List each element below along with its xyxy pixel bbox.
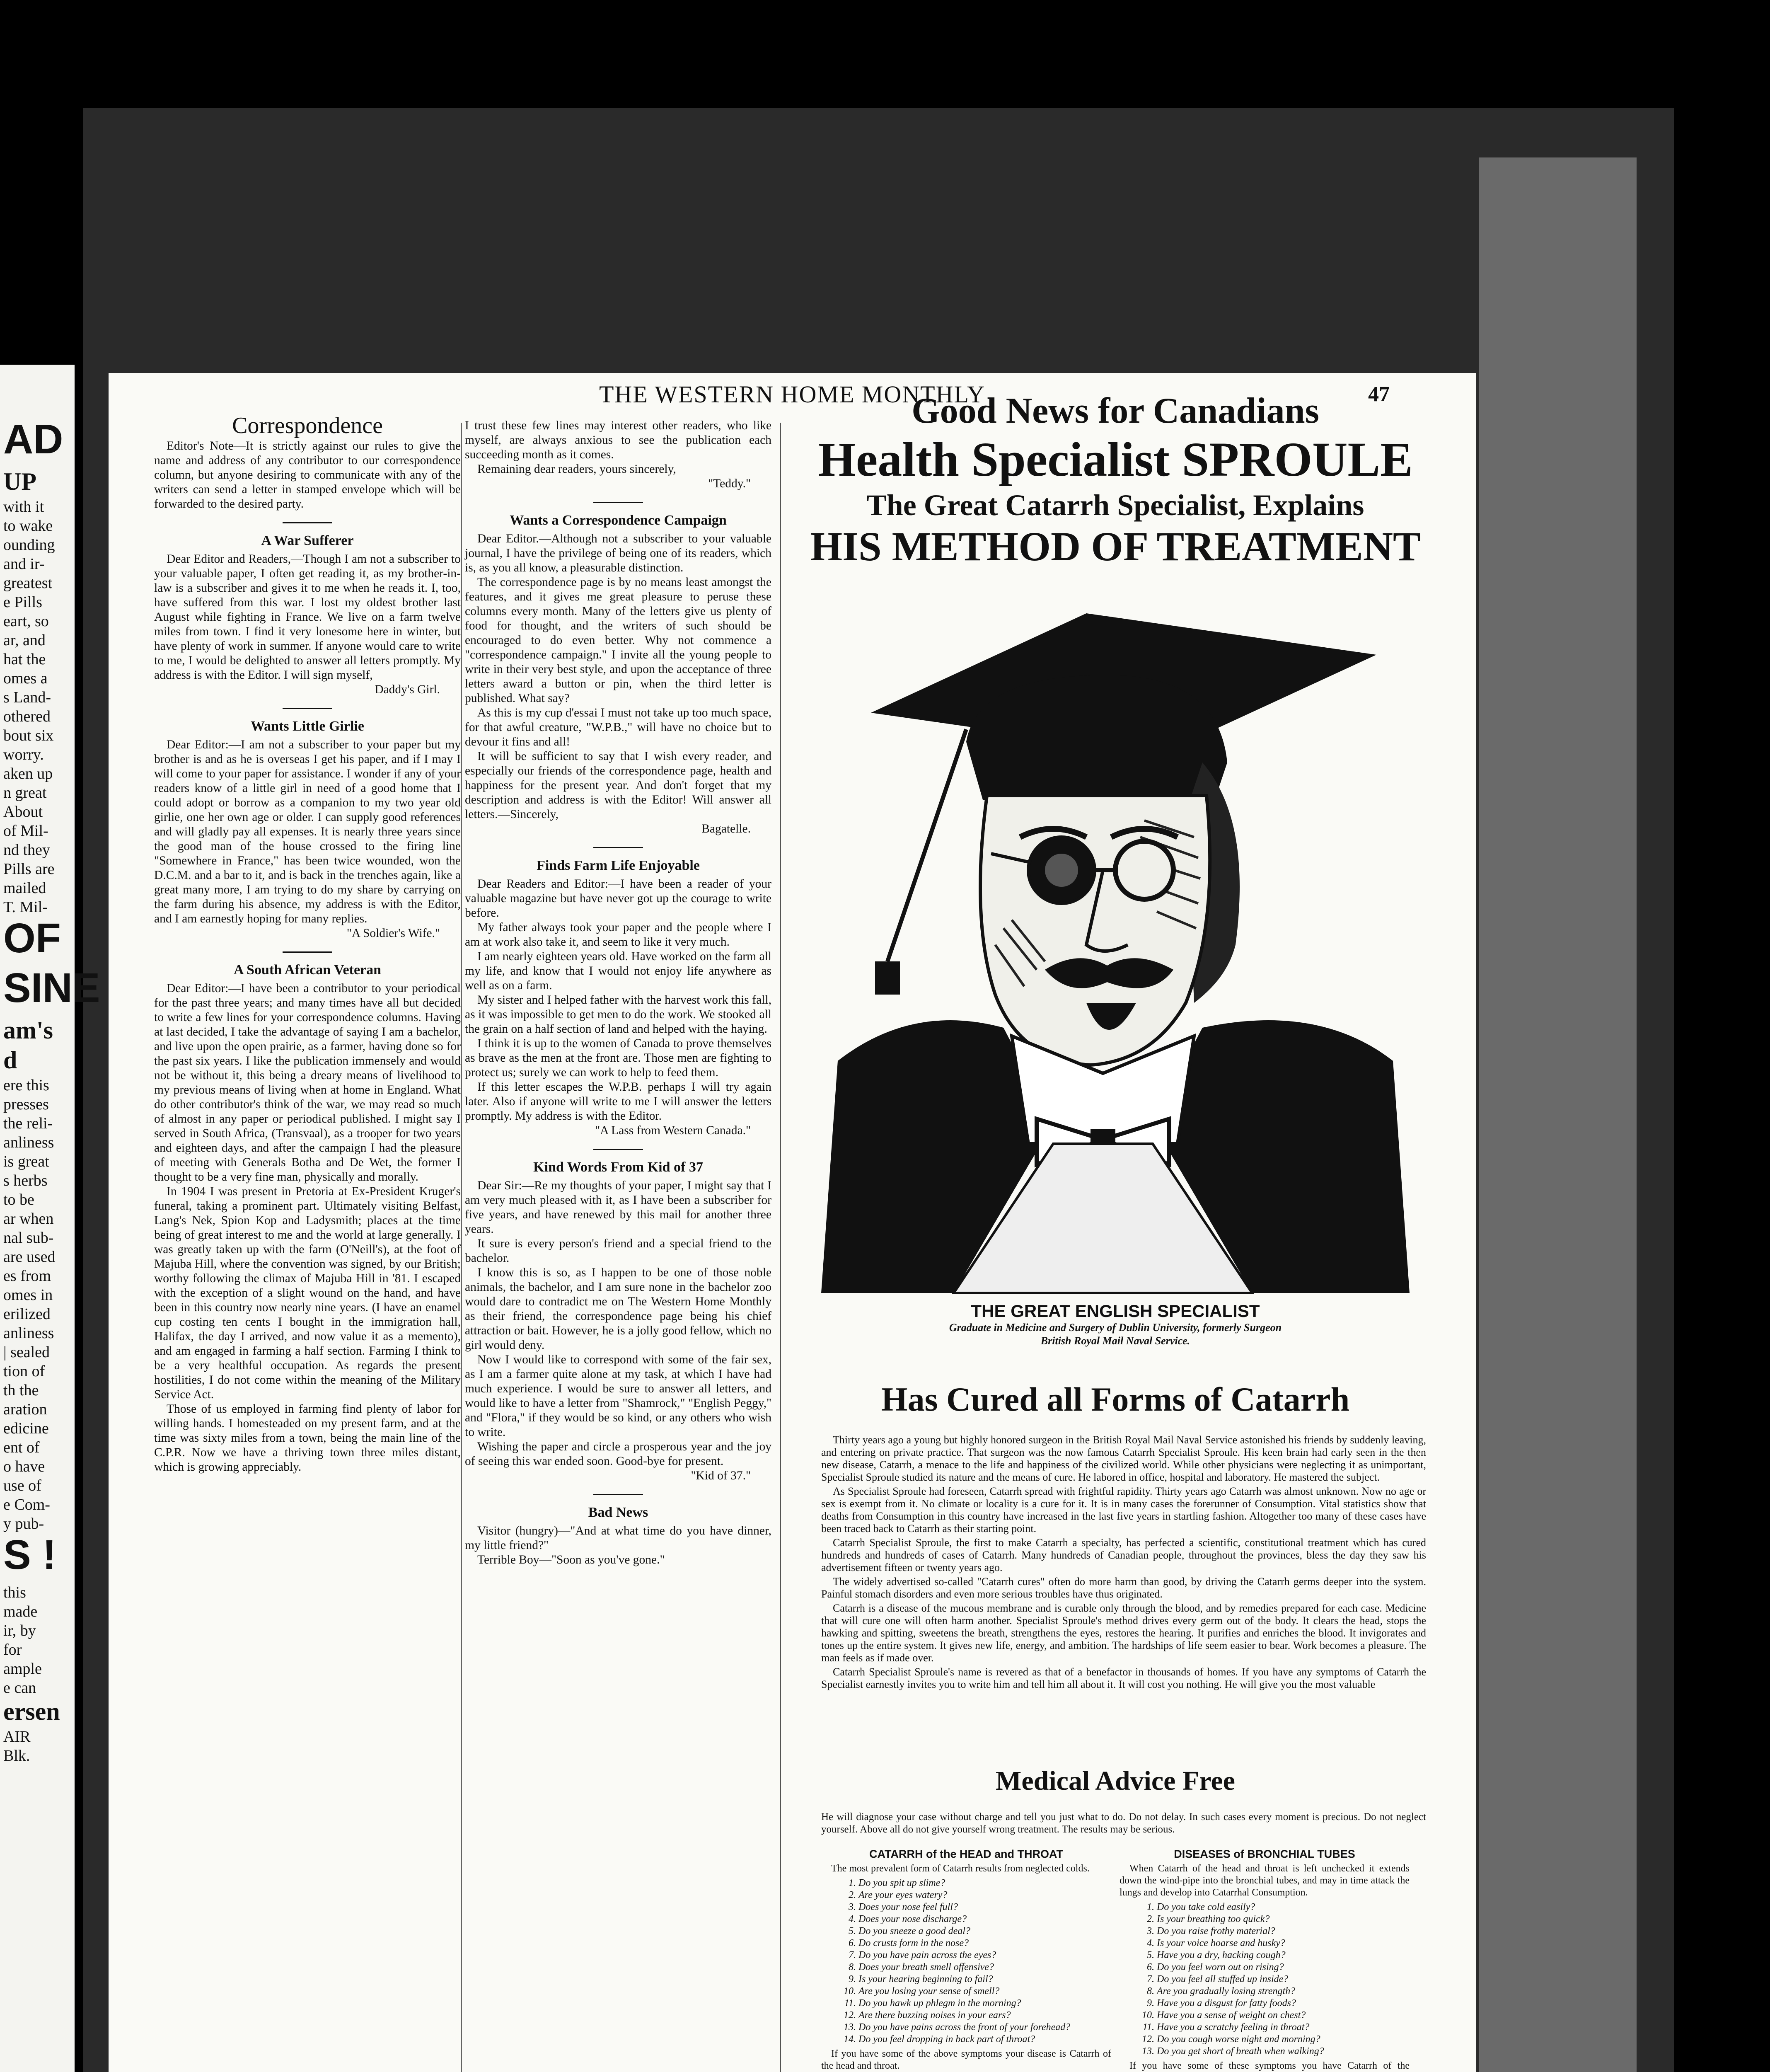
page-number: 47	[1368, 382, 1390, 406]
sproule-advertisement-header	[788, 390, 1443, 569]
adjacent-page-text: and ir-	[3, 555, 45, 573]
symptom-question: 5. Have you a dry, hacking cough?	[1157, 1949, 1410, 1961]
symptom-question: 10. Have you a sense of weight on chest?	[1157, 2009, 1410, 2021]
symptom-question: 12. Are there buzzing noises in your ears?	[858, 2009, 1111, 2021]
adjacent-page-text: e Pills	[3, 593, 42, 611]
letter-body: Terrible Boy—"Soon as you've gone."	[477, 1553, 665, 1566]
ad-paragraph: Catarrh Specialist Sproule's name is revered as that of a benefactor in thousands of homes. If you have any symptoms of Catarrh the Specialist earnestly invites you to write him and tell him all about it. It will cost you nothing. He will give you the most valuable	[821, 1666, 1426, 1690]
portrait-title: THE GREAT ENGLISH SPECIALIST	[971, 1301, 1260, 1321]
symptom-question: 1. Do you spit up slime?	[858, 1877, 1111, 1889]
letter-heading: Bad News	[588, 1505, 648, 1520]
symptom-question: 4. Is your voice hoarse and husky?	[1157, 1937, 1410, 1949]
ad-headline-3: The Great Catarrh Specialist, Explains	[866, 489, 1364, 522]
adjacent-page-text: aration	[3, 1401, 47, 1418]
letter-body: Now I would like to correspond with some of the fair sex, as I am a farmer quite alone at my task, at which I have had much experience. I would be sure to answer all letters, and would like to have a letter from "Shamrock," "English Peggy," and "Flora," if they would be so kind, or any others who wish to write.	[465, 1353, 771, 1439]
editors-note: Editor's Note—It is strictly against our rules to give the name and address of any contributor to our correspondence column, but anyone desiring to communicate with any of the writers can send a letter in stamped envelope which will be forwarded to the desired party.	[154, 439, 461, 511]
divider	[593, 1494, 643, 1495]
adjacent-page-text: ample	[3, 1660, 42, 1677]
adjacent-page-text: s Land-	[3, 689, 51, 706]
adjacent-page-text: to be	[3, 1191, 34, 1208]
divider	[283, 951, 332, 953]
adjacent-page-text: nd they	[3, 841, 50, 859]
adjacent-page-text: th the	[3, 1382, 39, 1399]
letter-body: Dear Sir:—Re my thoughts of your paper, I might say that I am very much pleased with it, as I have been a subscriber for five years, and have renewed by this mail for another three years.	[465, 1179, 771, 1236]
portrait-subtitle: Graduate in Medicine and Surgery of Dublin University, formerly Surgeon	[949, 1322, 1282, 1334]
letter-signature: "A Soldier's Wife."	[346, 927, 440, 940]
adjacent-page-text: erilized	[3, 1305, 51, 1323]
adjacent-page-text: made	[3, 1603, 38, 1620]
letter-body: Dear Editor:—I am not a subscriber to your paper but my brother is and as he is overseas I get his paper, and if I may I will come to your paper for assistance. I wonder if any of your readers know of a little girl in need of a good home that I could adopt or borrow as a companion to my two year old girlie, one her own age or older. I can supply good references and will gladly pay all expenses. It is nearly three years since the good man of the house crossed to the firing line "Somewhere in France," has been twice wounded, won the D.C.M. and a bar to it, and is back in the trenches again, like a great many more, I am trying to do my share by carrying on the farm during his absence, my address is with the Editor, and I am earnestly hoping for many replies.	[154, 738, 461, 925]
list-heading: CATARRH of the HEAD and THROAT	[869, 1848, 1063, 1860]
adjacent-page-text: ere this	[3, 1077, 49, 1094]
letter-body: Dear Editor and Readers,—Though I am not a subscriber to your valuable paper, I often get reading it, as my brother-in-law is a subscriber and gives it to me when he reads it. I, too, have suffered from this war. I lost my oldest brother last August while fighting in France. We live on a farm twelve miles from town. I find it very lonesome here in winter, but have plenty of work in summer. If anyone would care to write to me, I would be delighted to answer all letters promptly. My address is with the Editor. I will sign myself,	[154, 552, 461, 682]
newspaper-page	[109, 373, 1476, 2072]
list-outro: If you have some of the above symptoms your disease is Catarrh of the head and throat.	[821, 2048, 1111, 2071]
divider	[593, 502, 643, 503]
symptom-question: 2. Are your eyes watery?	[858, 1889, 1111, 1901]
letter-heading: Wants a Correspondence Campaign	[510, 513, 727, 528]
throat-symptom-list	[821, 1848, 1111, 2072]
adjacent-page-text: edicine	[3, 1420, 49, 1437]
symptom-question: 7. Do you have pain across the eyes?	[858, 1949, 1111, 1961]
letter-body: It will be sufficient to say that I wish every reader, and especially our friends of the correspondence page, health and happiness for the present year. And don't forget that my description and address is with the Editor! Will answer all letters.—Sincerely,	[465, 750, 771, 821]
adjacent-page-text: greatest	[3, 574, 53, 592]
letter-body: My father always took your paper and the people where I am at work also take it, and seem to like it very much.	[465, 921, 771, 949]
letter-body: In 1904 I was present in Pretoria at Ex-President Kruger's funeral, taking a prominent part. Ultimately visiting Belfast, Lang's Nek, Spion Kop and Ladysmith; places at the time being of great interest to me and the world at large generally. I was greatly taken up with the farm (O'Neill's), at the foot of Majuba Hill, where the convention was signed, by our British; worthy following the climax of Majuba Hill in '81. I escaped with the exception of a slight wound on the hand, and have been in this country now nearly nine years. (I have an enamel cup costing ten cents I bought in the immigration hall, Halifax, the day I arrived, and now value it as a memento), and am engaged in farming a half section. Farming I think to be a very healthful occupation. As regards the present hostilities, I do not come within the meaning of the Military Service Act.	[154, 1185, 461, 1401]
symptom-question: 8. Does your breath smell offensive?	[858, 1961, 1111, 1973]
adjacent-page-text: mailed	[3, 879, 46, 897]
letter-body: Dear Editor.—Although not a subscriber to your valuable journal, I have the privilege of being one of its readers, which is, as you all know, a pleasurable distinction.	[465, 532, 771, 574]
symptom-question: 7. Do you feel all stuffed up inside?	[1157, 1973, 1410, 1985]
adjacent-page-text: omes a	[3, 670, 48, 687]
adjacent-page-text: OF	[3, 915, 61, 961]
list-intro: When Catarrh of the head and throat is left unchecked it extends down the wind-pipe into the bronchial tubes, and may in time attack the lungs and develop into Catarrhal Consumption.	[1120, 1863, 1410, 1898]
symptom-list	[821, 1877, 1111, 2045]
symptom-question: 11. Have you a scratchy feeling in throat?	[1157, 2021, 1410, 2033]
section-title: Correspondence	[232, 413, 383, 438]
symptom-question: 2. Is your breathing too quick?	[1157, 1913, 1410, 1925]
adjacent-page-text: d	[3, 1046, 17, 1074]
adjacent-page-text: e Com-	[3, 1496, 50, 1513]
letter-body: Visitor (hungry)—"And at what time do you have dinner, my little friend?"	[465, 1524, 771, 1552]
letter-heading: Finds Farm Life Enjoyable	[537, 858, 700, 873]
symptom-question: 13. Do you have pains across the front of your forehead?	[858, 2021, 1111, 2033]
adjacent-page-text: ent of	[3, 1439, 40, 1456]
adjacent-page-text: this	[3, 1584, 26, 1601]
adjacent-page-text: of Mil-	[3, 822, 48, 840]
masthead: THE WESTERN HOME MONTHLY	[599, 381, 985, 408]
adjacent-page-text: AD	[3, 416, 63, 462]
portrait-subtitle: British Royal Mail Naval Service.	[1040, 1335, 1190, 1347]
ad-headline-1: Good News for Canadians	[912, 391, 1319, 431]
symptom-question: 12. Do you cough worse night and morning?	[1157, 2033, 1410, 2045]
letter-signature: "A Lass from Western Canada."	[595, 1124, 751, 1137]
adjacent-page-text: n great	[3, 784, 47, 801]
adjacent-page-text: to wake	[3, 517, 53, 535]
letter-signature: "Teddy."	[708, 477, 751, 490]
symptom-list	[1120, 1901, 1410, 2057]
adjacent-page-text: are used	[3, 1248, 56, 1266]
divider	[283, 708, 332, 709]
ad-paragraph: Catarrh Specialist Sproule, the first to make Catarrh a specialty, has perfected a scientific, constitutional treatment which has cured hundreds and hundreds of cases of Catarrh. Many hundreds of Canadian people, throughout the provinces, bless the day they saw his advertisement fifteen or twenty years ago.	[821, 1537, 1426, 1573]
adjacent-page-text: worry.	[3, 746, 44, 763]
ad-paragraph: Catarrh is a disease of the mucous membrane and is curable only through the blood, and by remedies prepared for each case. Medicine that will cure one will often harm another. Specialist Sproule's method drives every germ out of the body. It clears the head, stops the hawking and spitting, sweetens the breath, strengthens the eyes, restores the hearing. It purifies and enriches the blood. It invigorates and tones up the entire system. It gives new life, energy, and ambition. The hardships of life seem easier to bear. Work becomes a pleasure. The man feels as if made over.	[821, 1602, 1426, 1664]
letter-signature: Daddy's Girl.	[375, 683, 440, 696]
symptom-question: 10. Are you losing your sense of smell?	[858, 1985, 1111, 1997]
adjacent-page-text: use of	[3, 1477, 41, 1494]
letter-body: I am nearly eighteen years old. Have worked on the farm all my life, and know that I would not enjoy life anywhere as well as on a farm.	[465, 950, 771, 992]
letter-body: Wishing the paper and circle a prosperous year and the joy of seeing this war ended soon. Good-bye for present.	[465, 1440, 771, 1468]
adjacent-page-text: SINE	[3, 965, 100, 1011]
divider	[283, 522, 332, 523]
correspondence-column-1	[154, 413, 461, 1474]
film-edge-left	[0, 0, 1770, 108]
adjacent-page-text: with it	[3, 498, 44, 516]
adjacent-page-text: es from	[3, 1267, 51, 1285]
symptom-question: 9. Have you a disgust for fatty foods?	[1157, 1997, 1410, 2009]
adjacent-page-text: for	[3, 1641, 22, 1658]
adjacent-page-text: Blk.	[3, 1747, 30, 1765]
symptom-question: 4. Does your nose discharge?	[858, 1913, 1111, 1925]
letter-body: As this is my cup d'essai I must not take up too much space, for that awful creature, "W.P.B.," will have no choice but to devour it fins and all!	[465, 706, 771, 748]
adjacent-page-text: aken up	[3, 765, 53, 782]
adjacent-page-text: the reli-	[3, 1115, 53, 1132]
letter-body: Remaining dear readers, yours sincerely,	[477, 462, 676, 476]
letter-signature: Bagatelle.	[701, 822, 751, 835]
ad-paragraph: As Specialist Sproule had foreseen, Catarrh spread with frightful rapidity. Thirty years ago Catarrh was almost unknown. Now no age or sex is exempt from it. No climate or locality is a cure for it. It is in many cases the forerunner of Consumption. Vital statistics show that deaths from Consumption in this country have increased in the last five years in startling fashion. Altogether too many of these cases have been traced back to Catarrh as their starting point.	[821, 1485, 1426, 1535]
symptom-question: 1. Do you take cold easily?	[1157, 1901, 1410, 1913]
symptom-question: 9. Is your hearing beginning to fail?	[858, 1973, 1111, 1985]
letter-signature: "Kid of 37."	[691, 1469, 751, 1482]
film-background-right	[1479, 157, 1637, 2072]
cured-headline: Has Cured all Forms of Catarrh	[881, 1380, 1350, 1418]
adjacent-page-text: presses	[3, 1096, 49, 1113]
letter-body: It sure is every person's friend and a special friend to the bachelor.	[465, 1237, 771, 1265]
portrait-caption	[788, 1301, 1443, 1348]
letter-body: My sister and I helped father with the harvest work this fall, as it was impossible to get men to do the work. We stooked all the grain on a half section of land and helped with the haying.	[465, 993, 771, 1036]
letter-heading: A War Sufferer	[261, 533, 354, 548]
adjacent-page-text: omes in	[3, 1286, 53, 1304]
divider	[593, 847, 643, 848]
adjacent-page-text: tion of	[3, 1363, 45, 1380]
symptom-question: 13. Do you get short of breath when walking?	[1157, 2045, 1410, 2057]
symptom-question: 8. Are you gradually losing strength?	[1157, 1985, 1410, 1997]
adjacent-page-text: anliness	[3, 1324, 54, 1342]
adjacent-page-text: About	[3, 803, 43, 821]
ad-headline-2: Health Specialist SPROULE	[818, 432, 1413, 487]
adjacent-page-text: is great	[3, 1153, 49, 1170]
list-heading: DISEASES of BRONCHIAL TUBES	[1174, 1848, 1355, 1860]
symptom-question: 3. Do you raise frothy material?	[1157, 1925, 1410, 1937]
adjacent-page-text: hat the	[3, 651, 46, 668]
letter-body: I think it is up to the women of Canada to prove themselves as brave as the men at the front are. Those men are fighting to protect us; surely we can work to help to feed them.	[465, 1037, 771, 1079]
adjacent-page-text: ar, and	[3, 632, 46, 649]
correspondence-column-2	[465, 419, 771, 1567]
adjacent-page-text: am's	[3, 1017, 53, 1044]
ad-headline-4: HIS METHOD OF TREATMENT	[810, 523, 1421, 569]
specialist-portrait-illustration	[788, 605, 1443, 1293]
symptom-question: 6. Do crusts form in the nose?	[858, 1937, 1111, 1949]
adjacent-page-text: y pub-	[3, 1515, 44, 1532]
column-rule	[780, 423, 781, 2072]
adjacent-page-text: ar when	[3, 1210, 54, 1227]
adjacent-page-text: anliness	[3, 1134, 54, 1151]
ad-paragraph: The widely advertised so-called "Catarrh cures" often do more harm than good, by driving the Catarrh germs deeper into the system. Painful stomach disorders and even more serious troubles have thus originated.	[821, 1576, 1426, 1600]
letter-body: I trust these few lines may interest other readers, who like myself, are always anxious to see the publication each succeeding month as it comes.	[465, 419, 771, 461]
list-intro: The most prevalent form of Catarrh results from neglected colds.	[831, 1863, 1090, 1874]
divider	[593, 1149, 643, 1150]
list-outro: If you have some of these symptoms you have Catarrh of the	[1129, 2060, 1410, 2071]
adjacent-page-text: | sealed	[3, 1343, 50, 1361]
adjacent-page-text: UP	[3, 468, 36, 495]
adjacent-page-text: e can	[3, 1679, 36, 1697]
adjacent-page-text: o have	[3, 1458, 45, 1475]
adjacent-page-text: ounding	[3, 536, 55, 554]
letter-heading: Wants Little Girlie	[251, 719, 364, 734]
symptom-question: 6. Do you feel worn out on rising?	[1157, 1961, 1410, 1973]
symptom-question: 11. Do you hawk up phlegm in the morning?	[858, 1997, 1111, 2009]
medical-advice-headline: Medical Advice Free	[996, 1766, 1235, 1796]
letter-body: Those of us employed in farming find plenty of labor for willing hands. I homesteaded on my present farm, and at the time was sixty miles from a town, being the main line of the C.P.R. Now we have a thriving town three miles distant, which is growing appreciably.	[154, 1402, 461, 1474]
letter-body: If this letter escapes the W.P.B. perhaps I will try again later. Also if anyone will write to me I will answer the letters promptly. My address is with the Editor.	[465, 1080, 771, 1123]
bronchial-symptom-list	[1120, 1848, 1410, 2072]
symptom-question: 3. Does your nose feel full?	[858, 1901, 1111, 1913]
adjacent-page-text: nal sub-	[3, 1229, 54, 1247]
symptom-question: 14. Do you feel dropping in back part of throat?	[858, 2033, 1111, 2045]
ad-body-text	[821, 1434, 1426, 1692]
adjacent-page-text: eart, so	[3, 612, 49, 630]
medical-advice-intro: He will diagnose your case without charge and tell you just what to do. Do not delay. In such cases every moment is precious. Do not neglect yourself. Above all do not give yourself wrong treatment. The results may be serious.	[821, 1811, 1426, 1835]
letter-body: The correspondence page is by no means least amongst the features, and it gives me great pleasure to peruse these columns every month. Many of the letters give us plenty of food for thought, and the writers of such should be encouraged to do even better. Why not commence a "correspondence campaign." I invite all the young people to write in their very best style, and upon the acceptance of three letters award a button or pin, when the third letter is published. What say?	[465, 576, 771, 705]
adjacent-page-text: AIR	[3, 1728, 31, 1745]
adjacent-page-text: bout six	[3, 727, 54, 744]
adjacent-page-text: S !	[3, 1532, 56, 1578]
letter-heading: Kind Words From Kid of 37	[533, 1159, 703, 1175]
adjacent-page-text: s herbs	[3, 1172, 48, 1189]
adjacent-page-fragment	[0, 365, 100, 2072]
symptom-question: 5. Do you sneeze a good deal?	[858, 1925, 1111, 1937]
adjacent-page-text: ersen	[3, 1698, 60, 1725]
adjacent-page-text: T. Mil-	[3, 898, 48, 916]
letter-body: Dear Editor:—I have been a contributor to your periodical for the past three years; and many times have all but decided to write a few lines for your correspondence columns. Having at last decided, I take the advantage of saying I am a bachelor, and live upon the open prairie, as a farmer, having done so for the past six years. I like the publication immensely and would not be without it, this being a dreary means of livelihood to my previous means of living when at home in England. What do other contributor's think of the war, we may read so much of almost in any paper or periodical published. I might say I served in South Africa, (Transvaal), as a trooper for two years and eighteen days, and after the campaign I had the pleasure of meeting with Generals Botha and De Wet, the former I thought to be a very fine man, physically and morally.	[154, 982, 461, 1184]
ad-paragraph: Thirty years ago a young but highly honored surgeon in the British Royal Mail Naval Service astonished his friends by suddenly leaving, and entering on private practice. That surgeon was the now famous Catarrh Specialist Sproule. His keen brain had early seen in the then new disease, Catarrh, a menace to the life and happiness of the civilized world. While other physicians were neglecting it as unimportant, Specialist Sproule studied its nature and the means of cure. He labored in office, hospital and laboratory. He mastered the subject.	[821, 1434, 1426, 1483]
column-rule	[461, 423, 462, 2072]
letter-body: I know this is so, as I happen to be one of those noble animals, the bachelor, and I am sure none in the bachelor zoo would dare to contradict me on The Western Home Monthly as their friend, the correspondence page being his chief attraction or bait. However, he is a jolly good fellow, which no girl would deny.	[465, 1266, 771, 1352]
adjacent-page-text: ir, by	[3, 1622, 36, 1639]
adjacent-page-text: othered	[3, 708, 51, 725]
letter-body: Dear Readers and Editor:—I have been a reader of your valuable magazine but have never got up the courage to write before.	[465, 877, 771, 920]
letter-heading: A South African Veteran	[233, 962, 382, 978]
adjacent-page-text: Pills are	[3, 860, 55, 878]
